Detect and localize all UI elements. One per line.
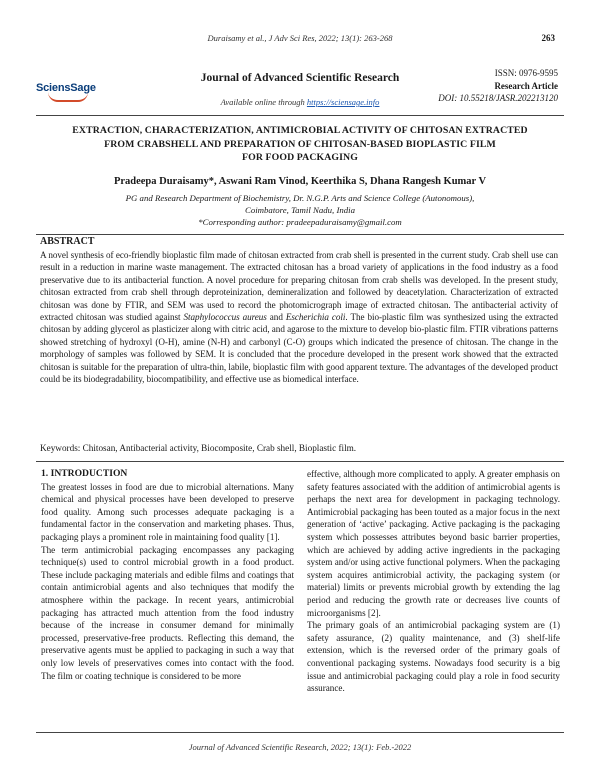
title-line-1: EXTRACTION, CHARACTERIZATION, ANTIMICROBIAL ACTIVITY OF CHITOSAN EXTRACTED xyxy=(72,125,528,136)
organism-ecoli: Escherichia coli xyxy=(285,312,346,323)
body-left-column xyxy=(41,468,294,682)
article-title xyxy=(50,124,550,165)
online-prefix: Available online through xyxy=(220,97,305,107)
journal-url-link[interactable]: https://sciensage.info xyxy=(306,97,380,107)
paragraph: effective, although more complicated to apply. A greater emphasis on safety features associated with the addition of antimicrobial agents is perhaps the next area for development in packaging technology. Antimicrobial packaging has been touted as a major focus in the next generation of ‘active’ packaging. Active packaging is the packaging system which possesses attributes beyond basic barrier properties, which are achieved by adding active ingredients in the packaging system and/or using active functional polymers. When the packaging system acquires antimicrobial activity, the packaging system (or material) limits or prevents microbial growth by extending the lag period and reducing the growth rate or decreases live counts of microorganisms [2]. xyxy=(307,469,560,618)
abstract-and: and xyxy=(266,312,286,323)
affiliation-line-1: PG and Research Department of Biochemistry, Dr. N.G.P. Arts and Science College (Autonomous), xyxy=(125,193,475,203)
running-head: Duraisamy et al., J Adv Sci Res, 2022; 13(1): 263-268 xyxy=(207,33,393,43)
authors: Pradeepa Duraisamy*, Aswani Ram Vinod, Keerthika S, Dhana Rangesh Kumar V xyxy=(113,176,487,187)
keywords xyxy=(40,443,560,453)
organism-staph: Staphylococcus aureus xyxy=(183,312,267,323)
abstract-text xyxy=(40,249,558,385)
affiliation-line-2: Coimbatore, Tamil Nadu, India xyxy=(244,205,356,215)
page-number: 263 xyxy=(541,33,555,43)
footer: Journal of Advanced Scientific Research, 2022; 13(1): Feb.-2022 xyxy=(188,742,412,752)
paragraph: The primary goals of an antimicrobial packaging system are (1) safety assurance, (2) quality maintenance, and (3) shelf-life extension, which is the reversed order of the primary goals of conventional packaging systems. Nowadays food security is a big issue and antimicrobial packaging could play a role in food security assurance. xyxy=(307,620,560,694)
affiliation xyxy=(0,192,600,228)
body-right-column xyxy=(307,468,560,695)
footer-divider xyxy=(36,732,564,733)
paragraph: The term antimicrobial packaging encompasses any packaging technique(s) used to control microbial growth in a food product. These include packaging materials and edible films and coatings that contain antimicrobial agents and also techniques that modify the atmosphere within the package. In recent years, antimicrobial packaging has attracted much attention from the food industry because of the increase in consumer demand for minimally processed, preservative-free products. Reflecting this demand, the preservative agents must be applied to packaging in such a way that only low levels of preservatives comes into contact with the food. The film or coating technique is considered to be more xyxy=(41,544,294,681)
abstract-part-2: . The bio-plastic film was synthesized using the extracted chitosan by adding glycerol as plasticizer along with citric acid, and agarose to the mixture to develop bio-plastic film. FTIR vibrations patterns showed stretching of hydroxyl (O-H), amine (N-H) and carbonyl (C-O) groups which indicated the presence of chitosan. The change in the morphology of samples was followed by SEM. It is concluded that the procedure developed in the present work showed that the extracted chitosan is suitable for the preparation of ultra-thin, labile, bioplastic film with good apparent texture. The advantages of the developed product could be its biodegradability, biocompatibility, and effective use as biomedical interface. xyxy=(40,312,559,385)
abstract-part-1: A novel synthesis of eco-friendly bioplastic film made of chitosan extracted from crab shell is presented in the current study. Crab shell use can result in a reduction in marine waste management. The extracted chitosan has a broad variety of applications in the food industry as a food preservative due to its antibacterial function. A novel procedure for preparing chitosan from crab shells was developed. In the present study, chitosan extracted from crab shell through deproteinization, demineralization and followed by deacetylation. Characterization of extracted chitosan was done by FTIR, and SEM was used to record the photomicrograph image of extracted chitosan. The antibacterial activity of extracted chitosan was studied against xyxy=(40,250,558,323)
doi: DOI: 10.55218/JASR.202213120 xyxy=(438,93,558,103)
title-line-2: FROM CRABSHELL AND PREPARATION OF CHITOSAN-BASED BIOPLASTIC FILM xyxy=(104,138,496,150)
header-divider xyxy=(36,115,564,116)
issn: ISSN: 0976-9595 xyxy=(494,68,558,78)
section-heading-introduction: 1. INTRODUCTION xyxy=(41,468,128,479)
article-type: Research Article xyxy=(494,80,558,91)
keywords-label: Keywords: xyxy=(40,443,81,453)
keywords-text: Chitosan, Antibacterial activity, Biocomposite, Crab shell, Bioplastic film. xyxy=(82,443,357,453)
title-line-3: FOR FOOD PACKAGING xyxy=(242,152,358,163)
article-meta xyxy=(438,67,558,105)
paragraph: The greatest losses in food are due to microbial alternations. Many chemical and physical processes have been developed to preserve food quality. Among such processes adequate packaging is a fundamental factor in the conservation and marketing phases. Thus, packaging plays a prominent role in maintaining food quality [1]. xyxy=(41,481,294,542)
corresponding-author: *Corresponding author: pradeepaduraisamy@gmail.com xyxy=(198,217,402,227)
journal-name: Journal of Advanced Scientific Research xyxy=(200,72,400,84)
abstract-heading: ABSTRACT xyxy=(40,236,95,247)
logo-text: SciensSage xyxy=(36,82,96,94)
